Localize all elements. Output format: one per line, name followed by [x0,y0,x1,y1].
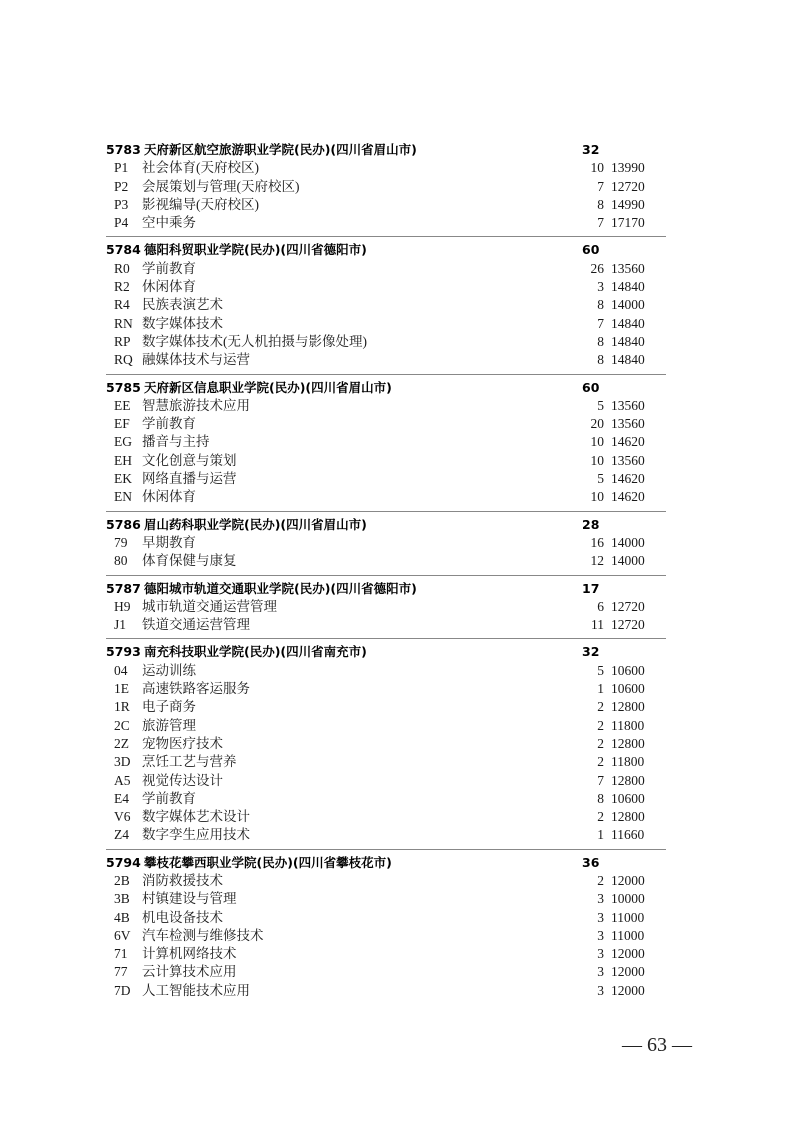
major-name: 村镇建设与管理 [142,891,237,907]
school-total: 36 [582,854,600,870]
major-name: 早期教育 [142,534,196,550]
major-code: E4 [114,790,129,806]
school-header [106,241,666,259]
major-code: A5 [114,772,131,788]
major-name: 城市轨道交通运营管理 [142,598,277,614]
major-fee: 12000 [611,964,645,980]
major-fee: 14620 [611,434,645,450]
major-count: 10 [590,160,604,176]
major-code: 3B [114,891,130,907]
major-row [106,662,666,680]
major-count: 3 [597,964,604,980]
major-name: 数字媒体艺术设计 [142,809,250,825]
major-code: 2Z [114,735,129,751]
major-name: 汽车检测与维修技术 [142,927,264,943]
major-name: 运动训练 [142,662,196,678]
school-header [106,516,666,534]
major-code: 3D [114,754,131,770]
major-row [106,616,666,634]
major-code: EF [114,416,130,432]
major-count: 7 [597,178,604,194]
major-count: 2 [597,699,604,715]
major-count: 12 [590,553,604,569]
school-header [106,854,666,872]
major-fee: 11800 [611,754,645,770]
school-total: 32 [582,644,600,660]
school-total: 60 [582,379,600,395]
major-count: 8 [597,333,604,349]
major-row [106,214,666,232]
major-count: 11 [591,617,604,633]
major-code: 79 [114,534,128,550]
school-name: 德阳科贸职业学院(民办)(四川省德阳市) [144,242,367,258]
school-header [106,580,666,598]
major-row [106,296,666,314]
school-code: 5784 [106,242,141,258]
major-name: 网络直播与运营 [142,471,237,487]
major-row [106,927,666,945]
major-fee: 14840 [611,279,645,295]
major-count: 3 [597,909,604,925]
major-count: 2 [597,809,604,825]
major-count: 10 [590,489,604,505]
major-name: 烹饪工艺与营养 [142,754,237,770]
major-fee: 10600 [611,790,645,806]
major-name: 休闲体育 [142,279,196,295]
major-count: 16 [590,534,604,550]
major-code: EK [114,471,132,487]
major-code: P3 [114,196,129,212]
major-fee: 12800 [611,772,645,788]
major-row [106,826,666,844]
major-code: H9 [114,598,131,614]
school-name: 眉山药科职业学院(民办)(四川省眉山市) [144,516,367,532]
major-count: 3 [597,279,604,295]
major-row [106,945,666,963]
major-row [106,872,666,890]
school-block [106,236,666,369]
school-block [106,575,666,635]
major-name: 学前教育 [142,260,196,276]
major-row [106,963,666,981]
major-row [106,397,666,415]
major-code: RP [114,333,131,349]
major-row [106,433,666,451]
major-code: J1 [114,617,127,633]
major-count: 10 [590,452,604,468]
major-code: EE [114,397,131,413]
major-row [106,534,666,552]
school-total: 60 [582,242,600,258]
major-fee: 12000 [611,946,645,962]
major-name: 播音与主持 [142,434,210,450]
major-code: 4B [114,909,130,925]
major-name: 数字孪生应用技术 [142,827,250,843]
school-listing [106,140,666,1000]
major-code: P1 [114,160,129,176]
school-total: 28 [582,516,600,532]
school-code: 5793 [106,644,141,660]
school-code: 5794 [106,854,141,870]
major-row [106,278,666,296]
school-total: 17 [582,580,600,596]
major-code: P2 [114,178,129,194]
major-code: RN [114,315,133,331]
major-fee: 12800 [611,735,645,751]
major-fee: 14990 [611,196,645,212]
major-count: 3 [597,982,604,998]
major-row [106,159,666,177]
major-fee: 10000 [611,891,645,907]
major-fee: 14620 [611,489,645,505]
major-fee: 11800 [611,717,645,733]
major-count: 8 [597,297,604,313]
school-total: 32 [582,142,600,157]
major-fee: 12720 [611,598,645,614]
major-name: 宠物医疗技术 [142,735,223,751]
major-count: 1 [597,681,604,697]
major-row [106,488,666,506]
major-fee: 12720 [611,178,645,194]
major-code: 2B [114,872,130,888]
major-code: EG [114,434,132,450]
major-name: 智慧旅游技术应用 [142,397,250,413]
major-count: 5 [597,397,604,413]
major-count: 7 [597,215,604,231]
major-row [106,890,666,908]
school-code: 5786 [106,516,141,532]
major-name: 数字媒体技术(无人机拍摄与影像处理) [142,333,367,349]
major-name: 空中乘务 [142,215,196,231]
major-row [106,552,666,570]
major-name: 融媒体技术与运营 [142,352,250,368]
major-row [106,315,666,333]
major-row [106,772,666,790]
major-count: 8 [597,790,604,806]
major-code: RQ [114,352,133,368]
major-fee: 12000 [611,872,645,888]
major-name: 影视编导(天府校区) [142,196,259,212]
major-row [106,680,666,698]
major-count: 5 [597,471,604,487]
major-row [106,790,666,808]
major-name: 旅游管理 [142,717,196,733]
major-name: 消防救援技术 [142,872,223,888]
major-code: 80 [114,553,128,569]
major-name: 会展策划与管理(天府校区) [142,178,300,194]
major-row [106,808,666,826]
major-code: 04 [114,662,128,678]
major-fee: 12000 [611,982,645,998]
major-fee: 12720 [611,617,645,633]
major-row [106,351,666,369]
major-fee: 13560 [611,452,645,468]
major-name: 高速铁路客运服务 [142,681,250,697]
major-fee: 14000 [611,534,645,550]
major-name: 民族表演艺术 [142,297,223,313]
major-row [106,698,666,716]
major-name: 社会体育(天府校区) [142,160,259,176]
major-code: EN [114,489,132,505]
major-row [106,598,666,616]
major-code: EH [114,452,132,468]
major-name: 学前教育 [142,790,196,806]
major-count: 20 [590,416,604,432]
major-code: R0 [114,260,130,276]
major-code: 77 [114,964,128,980]
major-fee: 12800 [611,699,645,715]
major-row [106,735,666,753]
school-header [106,141,666,159]
major-count: 2 [597,717,604,733]
major-name: 电子商务 [142,699,196,715]
major-count: 6 [597,598,604,614]
school-block [106,374,666,507]
major-code: 6V [114,927,131,943]
major-count: 7 [597,315,604,331]
major-count: 3 [597,891,604,907]
school-name: 南充科技职业学院(民办)(四川省南充市) [144,644,367,660]
major-code: 7D [114,982,131,998]
major-count: 2 [597,754,604,770]
school-block [106,511,666,571]
major-fee: 12800 [611,809,645,825]
school-code: 5785 [106,379,141,395]
major-fee: 14840 [611,352,645,368]
major-name: 休闲体育 [142,489,196,505]
major-row [106,178,666,196]
major-code: 2C [114,717,130,733]
major-name: 铁道交通运营管理 [142,617,250,633]
major-row [106,470,666,488]
major-fee: 13560 [611,260,645,276]
major-row [106,260,666,278]
major-count: 8 [597,196,604,212]
major-code: R2 [114,279,130,295]
school-name: 德阳城市轨道交通职业学院(民办)(四川省德阳市) [144,580,417,596]
major-name: 云计算技术应用 [142,964,237,980]
major-count: 8 [597,352,604,368]
major-count: 2 [597,872,604,888]
school-header [106,379,666,397]
major-count: 26 [590,260,604,276]
major-fee: 14620 [611,471,645,487]
major-code: 1E [114,681,129,697]
school-block [106,849,666,1000]
major-fee: 14840 [611,315,645,331]
major-code: R4 [114,297,130,313]
major-count: 3 [597,946,604,962]
major-code: P4 [114,215,129,231]
major-fee: 14840 [611,333,645,349]
major-count: 2 [597,735,604,751]
major-name: 学前教育 [142,416,196,432]
major-count: 3 [597,927,604,943]
major-fee: 10600 [611,662,645,678]
major-fee: 13990 [611,160,645,176]
major-count: 5 [597,662,604,678]
major-row [106,909,666,927]
major-name: 体育保健与康复 [142,553,237,569]
major-name: 数字媒体技术 [142,315,223,331]
school-name: 天府新区信息职业学院(民办)(四川省眉山市) [144,379,392,395]
major-fee: 10600 [611,681,645,697]
major-row [106,753,666,771]
major-fee: 11000 [611,927,645,943]
major-fee: 17170 [611,215,645,231]
school-code: 5783 [106,142,141,157]
school-block [106,140,666,232]
major-code: V6 [114,809,131,825]
major-name: 计算机网络技术 [142,946,237,962]
school-name: 攀枝花攀西职业学院(民办)(四川省攀枝花市) [144,854,392,870]
major-fee: 13560 [611,416,645,432]
major-row [106,982,666,1000]
school-name: 天府新区航空旅游职业学院(民办)(四川省眉山市) [144,142,417,157]
major-fee: 14000 [611,553,645,569]
major-count: 1 [597,827,604,843]
major-name: 机电设备技术 [142,909,223,925]
page-number: — 63 — [622,1034,692,1056]
major-name: 人工智能技术应用 [142,982,250,998]
major-code: 71 [114,946,128,962]
major-row [106,717,666,735]
major-row [106,452,666,470]
major-name: 文化创意与策划 [142,452,237,468]
major-code: 1R [114,699,130,715]
major-row [106,415,666,433]
major-row [106,196,666,214]
major-fee: 11660 [611,827,645,843]
major-count: 7 [597,772,604,788]
major-fee: 11000 [611,909,645,925]
major-fee: 13560 [611,397,645,413]
major-fee: 14000 [611,297,645,313]
school-code: 5787 [106,580,141,596]
major-code: Z4 [114,827,129,843]
major-name: 视觉传达设计 [142,772,223,788]
school-block [106,638,666,844]
major-row [106,333,666,351]
school-header [106,643,666,661]
major-count: 10 [590,434,604,450]
